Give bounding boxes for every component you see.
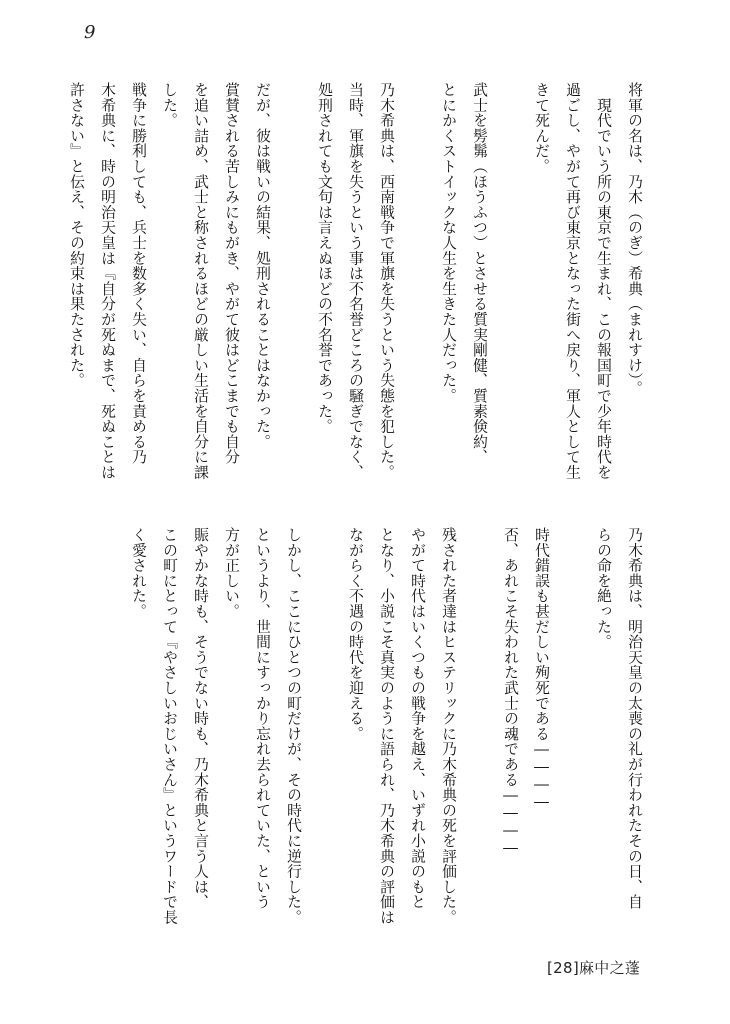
text-line: やがて時代はいくつもの戦争を越え、いずれ小説のもと [409,527,426,910]
text-line: を追い詰め、武士と称されるほどの厳しい生活を自分に課 [192,82,209,480]
text-line: 許さない』と伝え、その約束は果たされた。 [68,82,85,388]
text-line: 方が正しい。 [223,527,240,619]
text-line: きて死んだ。 [533,82,550,174]
text-line: 賞賛される苦しみにもがき、やがて彼はどこまでも自分 [223,82,240,465]
text-line: 木希典に、時の明治天皇は『自分が死ぬまで、死ぬことは [99,82,116,480]
text-line: 残された者達はヒステリックに乃木希典の死を評価した。 [440,527,457,925]
text-line: く愛された。 [130,527,147,619]
lower-text-block [123,527,650,937]
text-line: ながらく不遇の時代を迎える。 [347,527,364,742]
text-line: とにかくストイックな人生を生きた人だった。 [440,82,457,404]
text-line: 戦争に勝利しても、兵士を数多く失い、自らを責める乃 [130,82,147,465]
text-line: しかし、ここにひとつの町だけが、その時代に逆行した。 [285,527,302,925]
text-line [309,527,340,937]
text-line: 武士を髣髴（ほうふつ）とさせる質実剛健、質素倹約、 [471,82,488,465]
text-line [464,527,495,937]
text-line [278,82,309,502]
text-line: らの命を絶った。 [595,527,612,650]
text-line: この町にとって『やさしいおじいさん』というワードで長 [161,527,178,925]
text-line: 将軍の名は、乃木（のぎ）希典（まれすけ）。 [626,82,643,396]
text-line [402,82,433,502]
author-footer: [28]麻中之蓬 [547,959,641,977]
text-line: というより、世間にすっかり忘れ去られていた、という [254,527,271,910]
text-line: だが、彼は戦いの結果、処刑されることはなかった。 [254,82,271,450]
text-line: 処刑されても文句は言えぬほどの不名誉であった。 [316,82,333,434]
text-line: 乃木希典は、明治天皇の太喪の礼が行われたその日、自 [626,527,643,910]
text-line: 否、あれこそ失われた武士の魂である―――― [502,527,519,858]
text-line [495,82,526,502]
text-line: 現代でいう所の東京で生まれ、この報国町で少年時代を [595,82,612,480]
text-line: 賑やかな時も、そうでない時も、乃木希典と言う人は、 [192,527,209,910]
text-line: した。 [161,82,178,128]
text-line [557,527,588,937]
text-line: 過ごし、やがて再び東京となった街へ戻り、軍人として生 [564,82,581,480]
text-line: 当時、軍旗を失うという事は不名誉どころの騒ぎでなく、 [347,82,364,480]
text-line: となり、小説こそ真実のように語られ、乃木希典の評価は [378,527,395,925]
text-line: 時代錯誤も甚だしい殉死である―――― [533,527,550,812]
page-number: 9 [84,22,96,43]
text-line: 乃木希典は、西南戦争で軍旗を失うという失態を犯した。 [378,82,395,480]
upper-text-block [61,82,650,502]
